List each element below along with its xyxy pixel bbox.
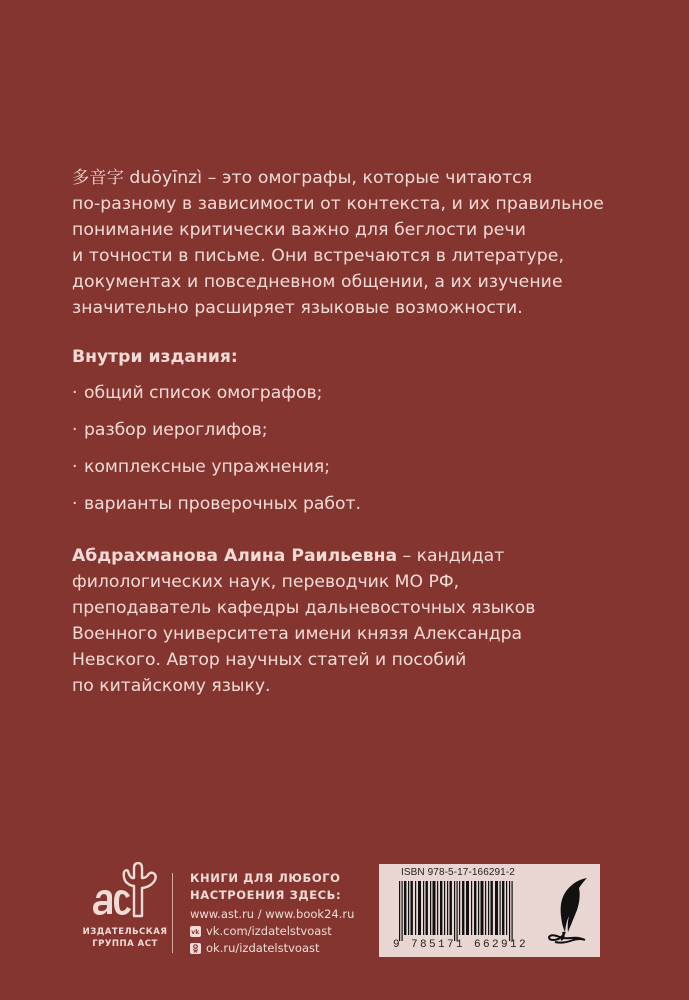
author-bio bbox=[72, 543, 652, 699]
ok-link-text: ok.ru/izdatelstvoast bbox=[206, 941, 320, 955]
list-item-text: разбор иероглифов; bbox=[84, 420, 268, 440]
intro-line: понимание критически важно для беглости речи bbox=[72, 220, 526, 240]
social-link-vk[interactable] bbox=[190, 923, 354, 940]
author-line: Военного университета имени князя Александра bbox=[72, 624, 523, 644]
list-item bbox=[72, 380, 361, 417]
barcode-digits: 9 785171 662912 bbox=[393, 939, 529, 951]
list-item-text: комплексные упражнения; bbox=[84, 457, 331, 477]
barcode-icon bbox=[397, 881, 515, 941]
feather-logo-icon bbox=[547, 876, 593, 948]
ok-icon bbox=[190, 943, 201, 954]
vk-link-text: vk.com/izdatelstvoast bbox=[206, 924, 332, 938]
vk-icon bbox=[190, 926, 201, 937]
list-item-text: общий список омографов; bbox=[84, 383, 323, 403]
list-item bbox=[72, 491, 361, 528]
author-line: преподаватель кафедры дальневосточных языков bbox=[72, 598, 536, 618]
promo-headline: НАСТРОЕНИЯ ЗДЕСЬ: bbox=[190, 888, 342, 902]
author-line: Невского. Автор научных статей и пособий bbox=[72, 650, 467, 670]
intro-paragraph bbox=[72, 165, 652, 321]
intro-line: значительно расширяет языковые возможности. bbox=[72, 298, 523, 318]
bullet-icon: · bbox=[72, 420, 78, 440]
intro-line: 多音字 duōyīnzì – это омографы, которые читаются bbox=[72, 168, 533, 188]
author-line: филологических наук, переводчик МО РФ, bbox=[72, 572, 460, 592]
author-title: – кандидат bbox=[397, 546, 505, 566]
logo-caption-line: ИЗДАТЕЛЬСКАЯ bbox=[82, 927, 168, 937]
list-item-text: варианты проверочных работ. bbox=[84, 494, 361, 514]
websites-link[interactable]: www.ast.ru / www.book24.ru bbox=[190, 907, 355, 921]
author-name: Абдрахманова Алина Раильевна bbox=[72, 546, 398, 566]
svg-text:vk: vk bbox=[191, 929, 200, 936]
author-first-line bbox=[72, 543, 652, 569]
list-item bbox=[72, 454, 361, 491]
logo-caption-line: ГРУППА АСТ bbox=[92, 939, 158, 949]
list-item bbox=[72, 417, 361, 454]
intro-line: и точности в письме. Они встречаются в литературе, bbox=[72, 246, 565, 266]
intro-line: по-разному в зависимости от контекста, и их правильное bbox=[72, 194, 604, 214]
barcode-panel bbox=[379, 864, 600, 957]
publisher-promo bbox=[190, 870, 354, 957]
isbn-label: ISBN 978-5-17-166291-2 bbox=[401, 867, 515, 878]
promo-headline: КНИГИ ДЛЯ ЛЮБОГО bbox=[190, 871, 341, 885]
social-link-ok[interactable] bbox=[190, 940, 354, 957]
logo-caption bbox=[82, 926, 168, 950]
contents-heading: Внутри издания: bbox=[72, 347, 238, 367]
bullet-icon: · bbox=[72, 494, 78, 514]
author-line: по китайскому языку. bbox=[72, 676, 271, 696]
bullet-icon: · bbox=[72, 383, 78, 403]
intro-line: документах и повседневном общении, а их изучение bbox=[72, 272, 563, 292]
ast-logo-icon bbox=[90, 862, 162, 918]
footer-divider bbox=[172, 873, 173, 953]
bullet-icon: · bbox=[72, 457, 78, 477]
publisher-logo bbox=[82, 862, 172, 958]
contents-list bbox=[72, 380, 361, 528]
